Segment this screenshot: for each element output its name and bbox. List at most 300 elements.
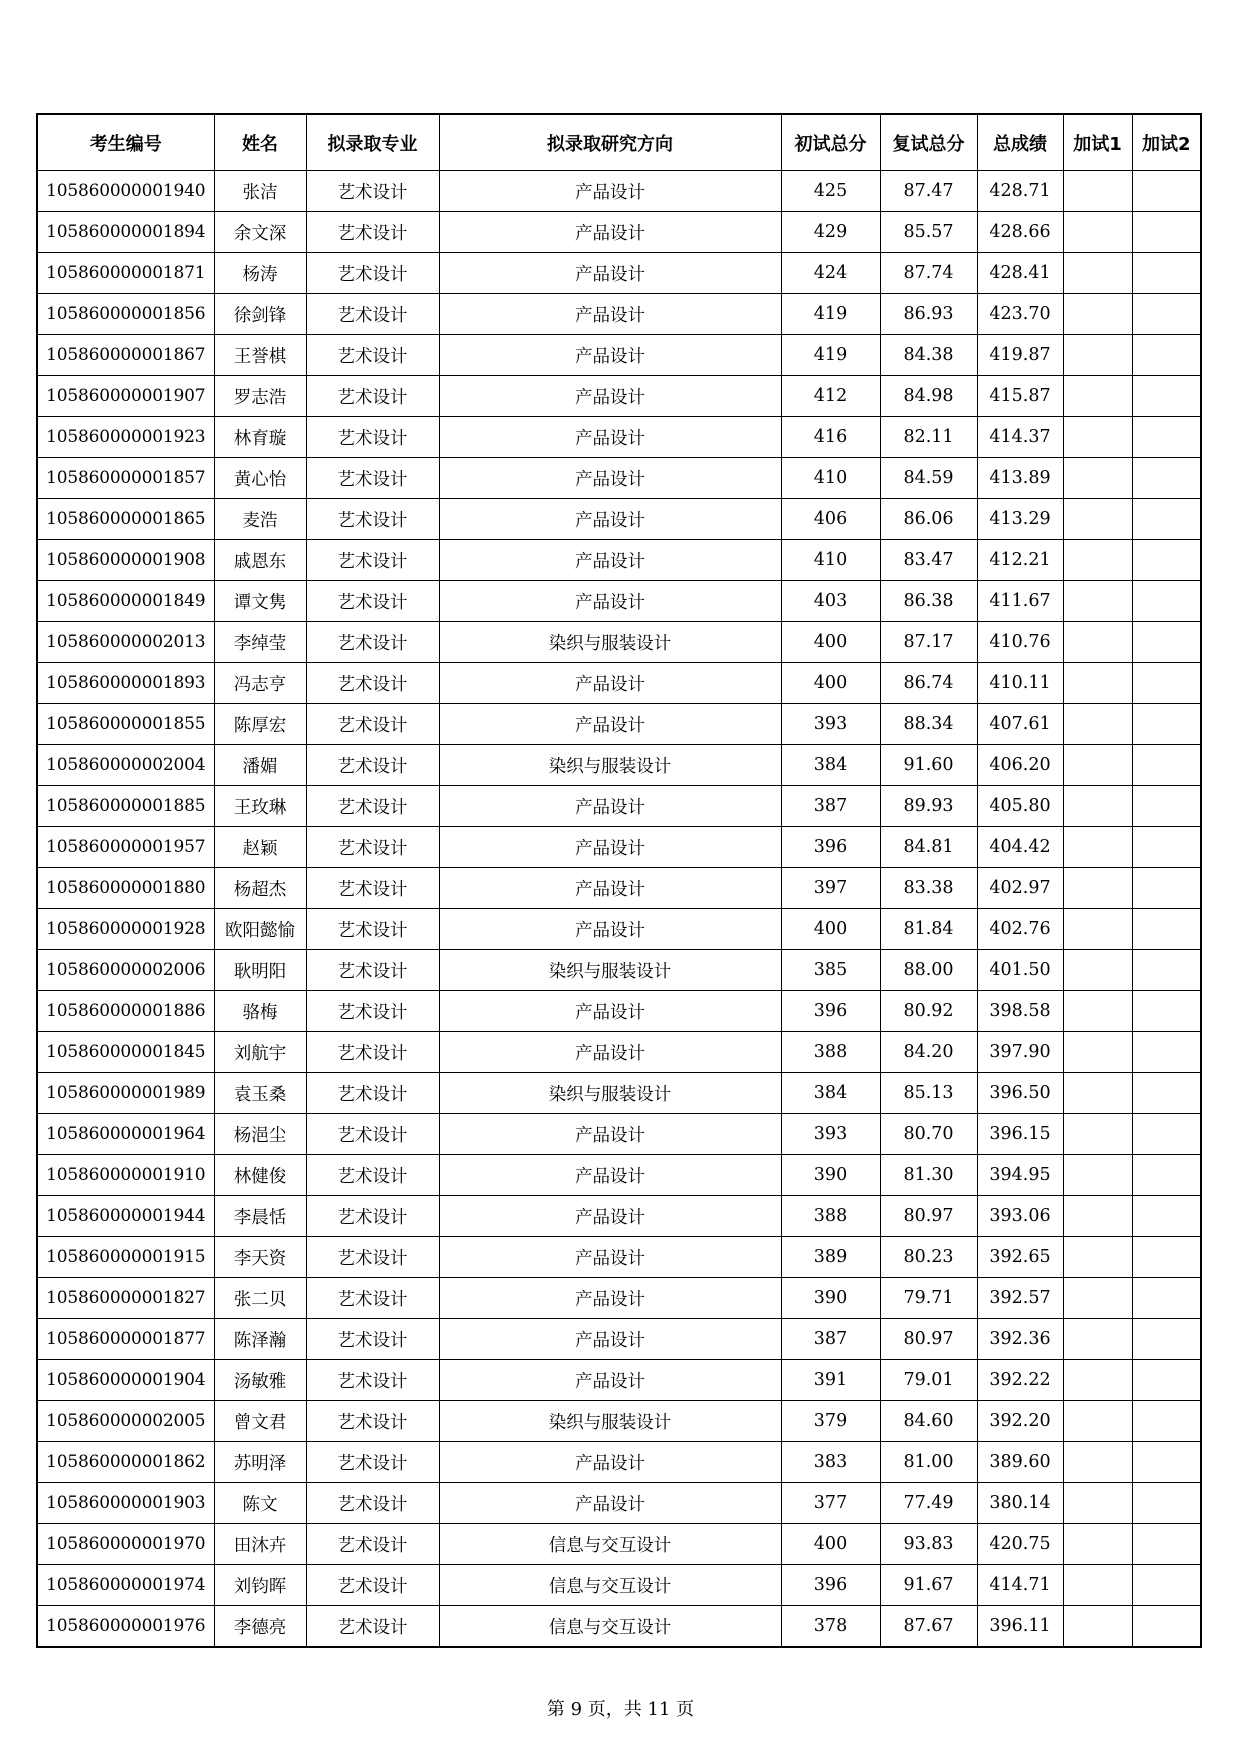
initial-score-cell: 396 [781,827,880,868]
extra-test-1-cell [1063,827,1132,868]
name-cell: 王誉棋 [214,335,306,376]
exam-id-cell: 105860000001862 [37,1442,214,1483]
extra-test-1-cell [1063,1032,1132,1073]
research-direction-cell: 产品设计 [439,540,781,581]
table-row [37,294,1201,335]
table-row [37,622,1201,663]
name-cell: 汤敏雅 [214,1360,306,1401]
header-research-direction: 拟录取研究方向 [439,114,781,171]
retest-score-cell: 79.01 [880,1360,977,1401]
total-score-cell: 415.87 [977,376,1063,417]
table-row [37,1155,1201,1196]
major-cell: 艺术设计 [306,1278,439,1319]
total-score-cell: 411.67 [977,581,1063,622]
research-direction-cell: 产品设计 [439,827,781,868]
exam-id-cell: 105860000001827 [37,1278,214,1319]
major-cell: 艺术设计 [306,417,439,458]
total-score-cell: 404.42 [977,827,1063,868]
initial-score-cell: 410 [781,540,880,581]
major-cell: 艺术设计 [306,171,439,212]
major-cell: 艺术设计 [306,1196,439,1237]
total-score-cell: 392.20 [977,1401,1063,1442]
name-cell: 陈厚宏 [214,704,306,745]
retest-score-cell: 77.49 [880,1483,977,1524]
initial-score-cell: 388 [781,1032,880,1073]
research-direction-cell: 产品设计 [439,1278,781,1319]
name-cell: 李德亮 [214,1606,306,1648]
initial-score-cell: 397 [781,868,880,909]
extra-test-1-cell [1063,1237,1132,1278]
total-score-cell: 396.11 [977,1606,1063,1648]
retest-score-cell: 91.67 [880,1565,977,1606]
retest-score-cell: 86.06 [880,499,977,540]
name-cell: 陈文 [214,1483,306,1524]
retest-score-cell: 87.74 [880,253,977,294]
major-cell: 艺术设计 [306,1155,439,1196]
research-direction-cell: 产品设计 [439,1196,781,1237]
research-direction-cell: 染织与服装设计 [439,622,781,663]
major-cell: 艺术设计 [306,1483,439,1524]
major-cell: 艺术设计 [306,1606,439,1648]
extra-test-1-cell [1063,212,1132,253]
retest-score-cell: 85.57 [880,212,977,253]
table-row [37,253,1201,294]
exam-id-cell: 105860000001928 [37,909,214,950]
retest-score-cell: 79.71 [880,1278,977,1319]
name-cell: 李绰莹 [214,622,306,663]
exam-id-cell: 105860000001849 [37,581,214,622]
admission-scores-table [36,113,1202,1648]
name-cell: 徐剑锋 [214,294,306,335]
header-name: 姓名 [214,114,306,171]
extra-test-2-cell [1132,991,1201,1032]
retest-score-cell: 87.67 [880,1606,977,1648]
exam-id-cell: 105860000001923 [37,417,214,458]
extra-test-2-cell [1132,376,1201,417]
extra-test-1-cell [1063,1278,1132,1319]
major-cell: 艺术设计 [306,376,439,417]
name-cell: 陈泽瀚 [214,1319,306,1360]
exam-id-cell: 105860000001855 [37,704,214,745]
initial-score-cell: 378 [781,1606,880,1648]
research-direction-cell: 产品设计 [439,868,781,909]
total-score-cell: 412.21 [977,540,1063,581]
major-cell: 艺术设计 [306,622,439,663]
initial-score-cell: 416 [781,417,880,458]
total-score-cell: 428.41 [977,253,1063,294]
exam-id-cell: 105860000001944 [37,1196,214,1237]
exam-id-cell: 105860000002005 [37,1401,214,1442]
research-direction-cell: 产品设计 [439,376,781,417]
extra-test-1-cell [1063,1483,1132,1524]
retest-score-cell: 91.60 [880,745,977,786]
total-score-cell: 392.57 [977,1278,1063,1319]
research-direction-cell: 产品设计 [439,458,781,499]
exam-id-cell: 105860000001877 [37,1319,214,1360]
exam-id-cell: 105860000001845 [37,1032,214,1073]
retest-score-cell: 81.30 [880,1155,977,1196]
name-cell: 耿明阳 [214,950,306,991]
initial-score-cell: 387 [781,1319,880,1360]
table-row [37,868,1201,909]
total-score-cell: 406.20 [977,745,1063,786]
research-direction-cell: 产品设计 [439,1319,781,1360]
exam-id-cell: 105860000001957 [37,827,214,868]
page-footer: 第 9 页，共 11 页 [546,1699,695,1720]
exam-id-cell: 105860000001871 [37,253,214,294]
initial-score-cell: 425 [781,171,880,212]
total-score-cell: 380.14 [977,1483,1063,1524]
name-cell: 罗志浩 [214,376,306,417]
initial-score-cell: 429 [781,212,880,253]
extra-test-2-cell [1132,1237,1201,1278]
extra-test-1-cell [1063,1401,1132,1442]
major-cell: 艺术设计 [306,786,439,827]
exam-id-cell: 105860000001867 [37,335,214,376]
initial-score-cell: 393 [781,1114,880,1155]
major-cell: 艺术设计 [306,335,439,376]
major-cell: 艺术设计 [306,1073,439,1114]
header-exam-id: 考生编号 [37,114,214,171]
initial-score-cell: 383 [781,1442,880,1483]
retest-score-cell: 80.97 [880,1319,977,1360]
total-score-cell: 419.87 [977,335,1063,376]
table-row [37,827,1201,868]
extra-test-2-cell [1132,1483,1201,1524]
research-direction-cell: 产品设计 [439,294,781,335]
total-score-cell: 389.60 [977,1442,1063,1483]
initial-score-cell: 400 [781,909,880,950]
extra-test-2-cell [1132,622,1201,663]
initial-score-cell: 384 [781,1073,880,1114]
total-score-cell: 396.15 [977,1114,1063,1155]
research-direction-cell: 信息与交互设计 [439,1565,781,1606]
extra-test-2-cell [1132,212,1201,253]
name-cell: 杨涛 [214,253,306,294]
initial-score-cell: 412 [781,376,880,417]
retest-score-cell: 85.13 [880,1073,977,1114]
extra-test-1-cell [1063,458,1132,499]
name-cell: 袁玉桑 [214,1073,306,1114]
research-direction-cell: 产品设计 [439,1360,781,1401]
name-cell: 曾文君 [214,1401,306,1442]
table-row [37,745,1201,786]
exam-id-cell: 105860000001865 [37,499,214,540]
research-direction-cell: 产品设计 [439,253,781,294]
major-cell: 艺术设计 [306,745,439,786]
research-direction-cell: 产品设计 [439,499,781,540]
initial-score-cell: 377 [781,1483,880,1524]
research-direction-cell: 产品设计 [439,1483,781,1524]
extra-test-2-cell [1132,704,1201,745]
name-cell: 余文深 [214,212,306,253]
extra-test-1-cell [1063,253,1132,294]
major-cell: 艺术设计 [306,1114,439,1155]
extra-test-2-cell [1132,745,1201,786]
major-cell: 艺术设计 [306,458,439,499]
extra-test-1-cell [1063,1319,1132,1360]
name-cell: 赵颖 [214,827,306,868]
table-row [37,1360,1201,1401]
extra-test-2-cell [1132,1073,1201,1114]
initial-score-cell: 400 [781,622,880,663]
name-cell: 王玫琳 [214,786,306,827]
table-row [37,950,1201,991]
initial-score-cell: 410 [781,458,880,499]
exam-id-cell: 105860000002006 [37,950,214,991]
major-cell: 艺术设计 [306,1442,439,1483]
retest-score-cell: 81.84 [880,909,977,950]
table-row [37,376,1201,417]
exam-id-cell: 105860000001894 [37,212,214,253]
total-score-cell: 428.66 [977,212,1063,253]
total-score-cell: 397.90 [977,1032,1063,1073]
extra-test-1-cell [1063,581,1132,622]
extra-test-2-cell [1132,581,1201,622]
extra-test-2-cell [1132,909,1201,950]
extra-test-1-cell [1063,417,1132,458]
extra-test-1-cell [1063,991,1132,1032]
research-direction-cell: 产品设计 [439,663,781,704]
extra-test-1-cell [1063,745,1132,786]
major-cell: 艺术设计 [306,1360,439,1401]
name-cell: 林健俊 [214,1155,306,1196]
total-score-cell: 396.50 [977,1073,1063,1114]
extra-test-2-cell [1132,1565,1201,1606]
table-row [37,335,1201,376]
major-cell: 艺术设计 [306,950,439,991]
retest-score-cell: 84.20 [880,1032,977,1073]
extra-test-1-cell [1063,786,1132,827]
total-score-cell: 423.70 [977,294,1063,335]
retest-score-cell: 86.74 [880,663,977,704]
initial-score-cell: 390 [781,1278,880,1319]
table-row [37,417,1201,458]
total-score-cell: 394.95 [977,1155,1063,1196]
research-direction-cell: 产品设计 [439,1442,781,1483]
extra-test-1-cell [1063,868,1132,909]
name-cell: 田沐卉 [214,1524,306,1565]
retest-score-cell: 83.47 [880,540,977,581]
exam-id-cell: 105860000001856 [37,294,214,335]
retest-score-cell: 87.17 [880,622,977,663]
extra-test-1-cell [1063,1442,1132,1483]
major-cell: 艺术设计 [306,540,439,581]
table-header-row [37,114,1201,171]
research-direction-cell: 产品设计 [439,171,781,212]
exam-id-cell: 105860000001964 [37,1114,214,1155]
total-score-cell: 392.36 [977,1319,1063,1360]
research-direction-cell: 信息与交互设计 [439,1524,781,1565]
name-cell: 骆梅 [214,991,306,1032]
table-row [37,1401,1201,1442]
initial-score-cell: 406 [781,499,880,540]
research-direction-cell: 产品设计 [439,704,781,745]
extra-test-2-cell [1132,663,1201,704]
major-cell: 艺术设计 [306,663,439,704]
extra-test-2-cell [1132,540,1201,581]
major-cell: 艺术设计 [306,212,439,253]
research-direction-cell: 产品设计 [439,417,781,458]
table-row [37,1237,1201,1278]
name-cell: 李晨恬 [214,1196,306,1237]
extra-test-1-cell [1063,704,1132,745]
major-cell: 艺术设计 [306,868,439,909]
header-extra-test-1: 加试1 [1063,114,1132,171]
extra-test-2-cell [1132,294,1201,335]
initial-score-cell: 393 [781,704,880,745]
total-score-cell: 414.37 [977,417,1063,458]
total-score-cell: 392.22 [977,1360,1063,1401]
research-direction-cell: 产品设计 [439,1032,781,1073]
extra-test-2-cell [1132,335,1201,376]
extra-test-1-cell [1063,499,1132,540]
extra-test-2-cell [1132,1032,1201,1073]
exam-id-cell: 105860000001885 [37,786,214,827]
extra-test-2-cell [1132,1319,1201,1360]
extra-test-2-cell [1132,417,1201,458]
table-row [37,786,1201,827]
table-row [37,1442,1201,1483]
retest-score-cell: 84.81 [880,827,977,868]
extra-test-2-cell [1132,171,1201,212]
extra-test-1-cell [1063,622,1132,663]
name-cell: 戚恩东 [214,540,306,581]
extra-test-2-cell [1132,950,1201,991]
major-cell: 艺术设计 [306,253,439,294]
retest-score-cell: 80.70 [880,1114,977,1155]
total-score-cell: 393.06 [977,1196,1063,1237]
table-row [37,909,1201,950]
initial-score-cell: 403 [781,581,880,622]
extra-test-2-cell [1132,1155,1201,1196]
extra-test-2-cell [1132,1606,1201,1648]
table-row [37,1114,1201,1155]
total-score-cell: 410.11 [977,663,1063,704]
retest-score-cell: 86.38 [880,581,977,622]
initial-score-cell: 424 [781,253,880,294]
name-cell: 林育璇 [214,417,306,458]
major-cell: 艺术设计 [306,581,439,622]
header-total-score: 总成绩 [977,114,1063,171]
initial-score-cell: 396 [781,991,880,1032]
initial-score-cell: 384 [781,745,880,786]
research-direction-cell: 产品设计 [439,581,781,622]
extra-test-2-cell [1132,499,1201,540]
total-score-cell: 402.76 [977,909,1063,950]
name-cell: 张洁 [214,171,306,212]
research-direction-cell: 产品设计 [439,212,781,253]
major-cell: 艺术设计 [306,991,439,1032]
extra-test-1-cell [1063,335,1132,376]
extra-test-2-cell [1132,868,1201,909]
initial-score-cell: 396 [781,1565,880,1606]
name-cell: 麦浩 [214,499,306,540]
extra-test-2-cell [1132,1401,1201,1442]
retest-score-cell: 83.38 [880,868,977,909]
retest-score-cell: 87.47 [880,171,977,212]
major-cell: 艺术设计 [306,1565,439,1606]
major-cell: 艺术设计 [306,1032,439,1073]
major-cell: 艺术设计 [306,1237,439,1278]
table-row [37,704,1201,745]
initial-score-cell: 400 [781,1524,880,1565]
name-cell: 苏明泽 [214,1442,306,1483]
table-row [37,499,1201,540]
extra-test-1-cell [1063,1073,1132,1114]
extra-test-1-cell [1063,376,1132,417]
total-score-cell: 407.61 [977,704,1063,745]
total-score-cell: 420.75 [977,1524,1063,1565]
extra-test-2-cell [1132,1114,1201,1155]
initial-score-cell: 419 [781,294,880,335]
table-row [37,991,1201,1032]
initial-score-cell: 388 [781,1196,880,1237]
research-direction-cell: 染织与服装设计 [439,950,781,991]
total-score-cell: 392.65 [977,1237,1063,1278]
exam-id-cell: 105860000002013 [37,622,214,663]
retest-score-cell: 80.23 [880,1237,977,1278]
initial-score-cell: 400 [781,663,880,704]
total-score-cell: 405.80 [977,786,1063,827]
header-major: 拟录取专业 [306,114,439,171]
retest-score-cell: 86.93 [880,294,977,335]
table-row [37,458,1201,499]
total-score-cell: 402.97 [977,868,1063,909]
retest-score-cell: 80.97 [880,1196,977,1237]
retest-score-cell: 84.60 [880,1401,977,1442]
exam-id-cell: 105860000001970 [37,1524,214,1565]
extra-test-2-cell [1132,253,1201,294]
major-cell: 艺术设计 [306,827,439,868]
header-retest-score: 复试总分 [880,114,977,171]
retest-score-cell: 84.38 [880,335,977,376]
table-row [37,1073,1201,1114]
extra-test-1-cell [1063,171,1132,212]
exam-id-cell: 105860000001989 [37,1073,214,1114]
name-cell: 刘钧晖 [214,1565,306,1606]
table-row [37,663,1201,704]
retest-score-cell: 93.83 [880,1524,977,1565]
extra-test-2-cell [1132,1442,1201,1483]
table-row [37,1032,1201,1073]
extra-test-1-cell [1063,1196,1132,1237]
name-cell: 杨浥尘 [214,1114,306,1155]
extra-test-1-cell [1063,1606,1132,1648]
exam-id-cell: 105860000002004 [37,745,214,786]
research-direction-cell: 信息与交互设计 [439,1606,781,1648]
name-cell: 冯志亨 [214,663,306,704]
total-score-cell: 413.89 [977,458,1063,499]
extra-test-1-cell [1063,1155,1132,1196]
table-row [37,1483,1201,1524]
extra-test-2-cell [1132,786,1201,827]
initial-score-cell: 390 [781,1155,880,1196]
name-cell: 杨超杰 [214,868,306,909]
initial-score-cell: 385 [781,950,880,991]
major-cell: 艺术设计 [306,704,439,745]
research-direction-cell: 染织与服装设计 [439,1073,781,1114]
initial-score-cell: 389 [781,1237,880,1278]
exam-id-cell: 105860000001886 [37,991,214,1032]
exam-id-cell: 105860000001908 [37,540,214,581]
table-row [37,1278,1201,1319]
table-row [37,212,1201,253]
extra-test-1-cell [1063,1565,1132,1606]
total-score-cell: 413.29 [977,499,1063,540]
exam-id-cell: 105860000001976 [37,1606,214,1648]
name-cell: 刘航宇 [214,1032,306,1073]
